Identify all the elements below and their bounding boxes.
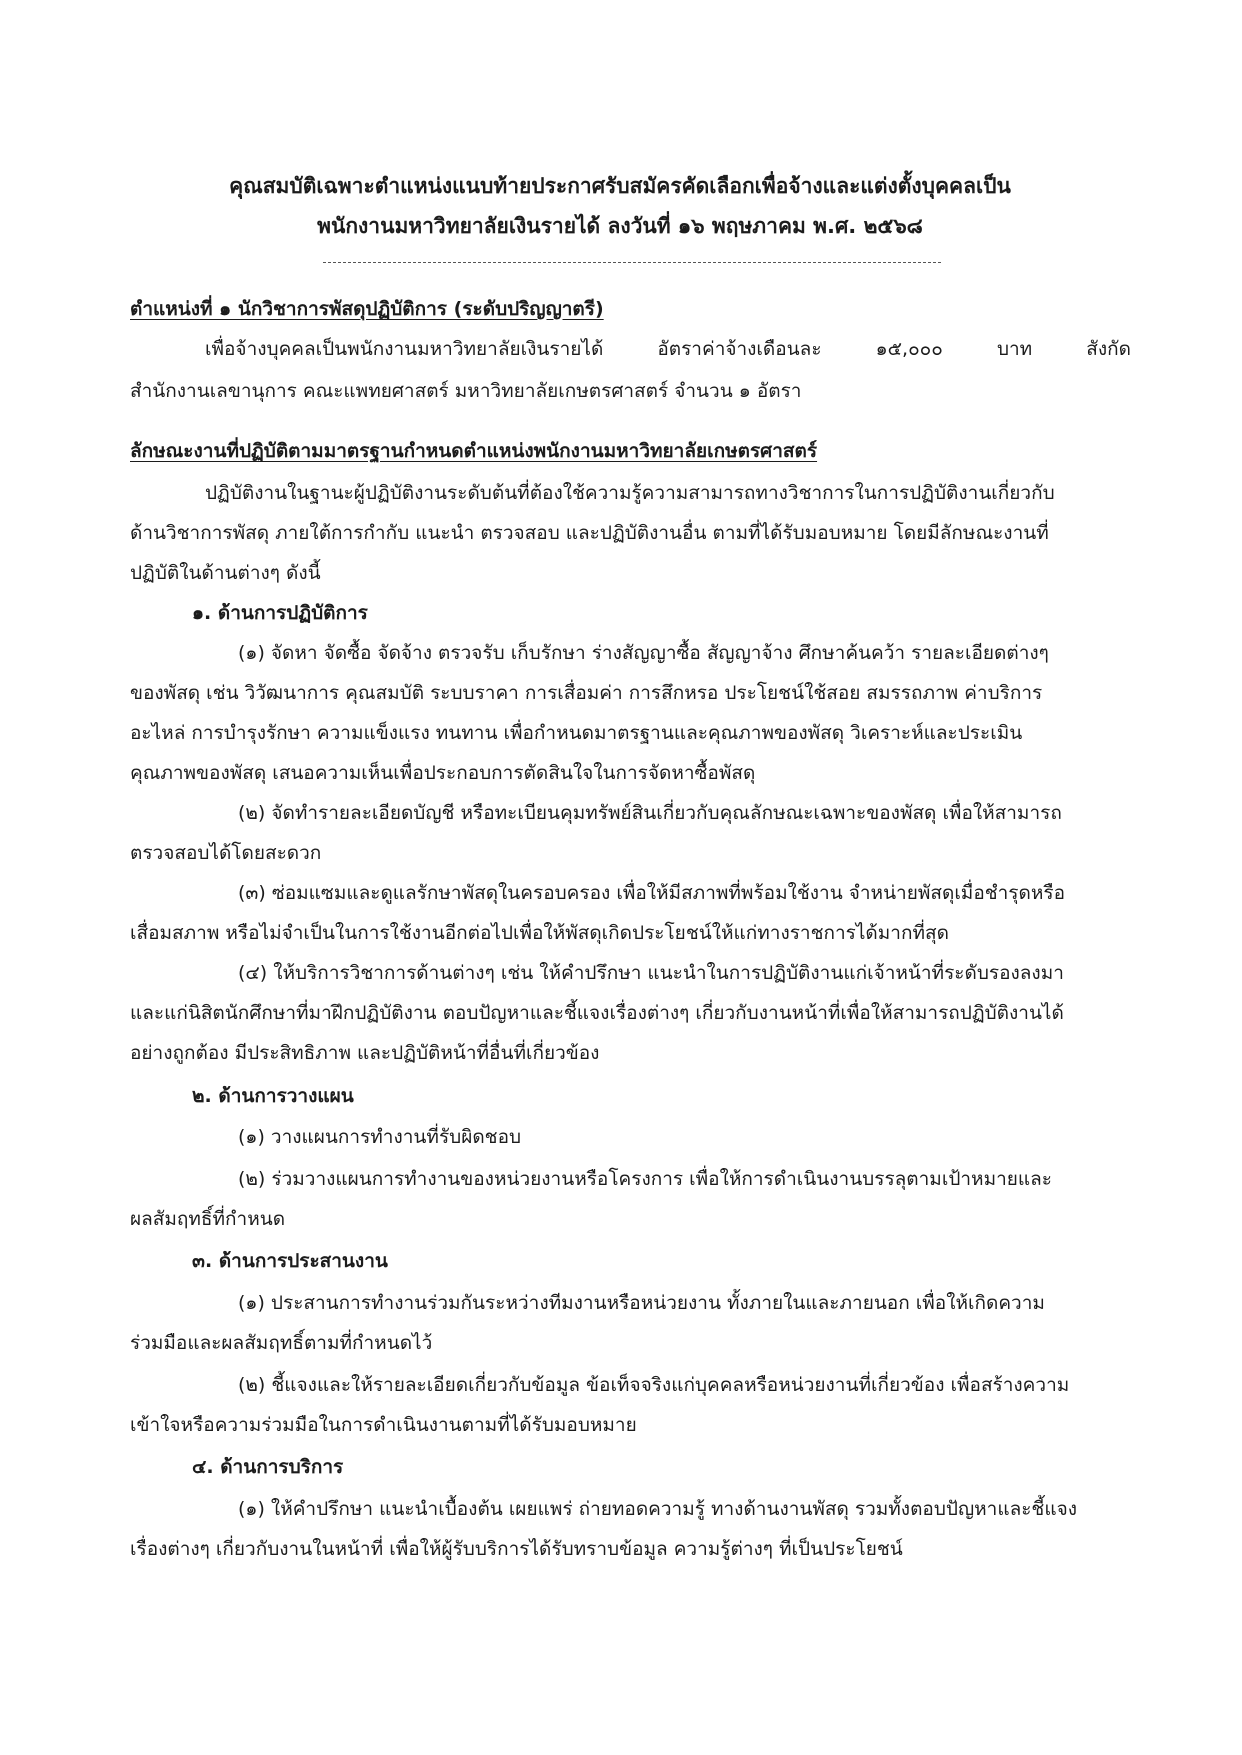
- section-3-item-2-line-2: เข้าใจหรือความร่วมมือในการดำเนินงานตามที่ได้รับมอบหมาย: [130, 1414, 637, 1436]
- position-heading: ตำแหน่งที่ ๑ นักวิชาการพัสดุปฏิบัติการ (ระดับปริญญาตรี): [130, 298, 604, 320]
- position-text-line-1: เพื่อจ้างบุคคลเป็นพนักงานมหาวิทยาลัยเงินรายได้ อัตราค่าจ้างเดือนละ ๑๕,๐๐๐ บาท สังกัด: [205, 338, 1131, 360]
- section-2-item-2-line-2: ผลสัมฤทธิ์ที่กำหนด: [130, 1208, 286, 1230]
- document-title-line-1: คุณสมบัติเฉพาะตำแหน่งแนบท้ายประกาศรับสมัครคัดเลือกเพื่อจ้างและแต่งตั้งบุคคลเป็น: [229, 174, 1011, 198]
- section-3-item-2-line-1: (๒) ชี้แจงและให้รายละเอียดเกี่ยวกับข้อมูล ข้อเท็จจริงแก่บุคคลหรือหน่วยงานที่เกี่ยวข้อง เพื่อสร้างความ: [238, 1374, 1070, 1396]
- section-4-item-1-line-1: (๑) ให้คำปรึกษา แนะนำเบื้องต้น เผยแพร่ ถ่ายทอดความรู้ ทางด้านงานพัสดุ รวมทั้งตอบปัญหาและชี้แจง: [238, 1498, 1077, 1520]
- section-2-title: ๒. ด้านการวางแผน: [192, 1085, 354, 1107]
- position-text-line-2: สำนักงานเลขานุการ คณะแพทยศาสตร์ มหาวิทยาลัยเกษตรศาสตร์ จำนวน ๑ อัตรา: [130, 380, 802, 402]
- section-2-item-2-line-1: (๒) ร่วมวางแผนการทำงานของหน่วยงานหรือโครงการ เพื่อให้การดำเนินงานบรรลุตามเป้าหมายและ: [238, 1168, 1052, 1190]
- document-title-line-2: พนักงานมหาวิทยาลัยเงินรายได้ ลงวันที่ ๑๖ พฤษภาคม พ.ศ. ๒๕๖๘: [317, 214, 923, 238]
- section-1-item-3-line-2: เสื่อมสภาพ หรือไม่จำเป็นในการใช้งานอีกต่อไปเพื่อให้พัสดุเกิดประโยชน์ให้แก่ทางราชการได้มากที่สุด: [130, 922, 949, 944]
- section-3-item-1-line-2: ร่วมมือและผลสัมฤทธิ์ตามที่กำหนดไว้: [130, 1332, 433, 1354]
- title-divider: [323, 262, 941, 263]
- section-1-item-2-line-1: (๒) จัดทำรายละเอียดบัญชี หรือทะเบียนคุมทรัพย์สินเกี่ยวกับคุณลักษณะเฉพาะของพัสดุ เพื่อให้สามารถ: [238, 802, 1062, 824]
- duties-intro-line-3: ปฏิบัติในด้านต่างๆ ดังนี้: [130, 562, 321, 584]
- duties-intro-line-2: ด้านวิชาการพัสดุ ภายใต้การกำกับ แนะนำ ตรวจสอบ และปฏิบัติงานอื่น ตามที่ได้รับมอบหมาย โดยมีลักษณะงานที่: [130, 522, 1049, 544]
- section-4-title: ๔. ด้านการบริการ: [192, 1456, 344, 1478]
- section-1-item-1-line-1: (๑) จัดหา จัดซื้อ จัดจ้าง ตรวจรับ เก็บรักษา ร่างสัญญาซื้อ สัญญาจ้าง ศึกษาค้นคว้า รายละเอียดต่างๆ: [238, 642, 1049, 664]
- duties-heading: ลักษณะงานที่ปฏิบัติตามมาตรฐานกำหนดตำแหน่งพนักงานมหาวิทยาลัยเกษตรศาสตร์: [130, 440, 818, 462]
- section-2-item-1-line-1: (๑) วางแผนการทำงานที่รับผิดชอบ: [238, 1126, 522, 1148]
- section-1-item-1-line-2: ของพัสดุ เช่น วิวัฒนาการ คุณสมบัติ ระบบราคา การเสื่อมค่า การสึกหรอ ประโยชน์ใช้สอย สมรรถภาพ ค่าบริการ: [130, 682, 1043, 704]
- section-3-title: ๓. ด้านการประสานงาน: [192, 1250, 388, 1272]
- duties-intro-line-1: ปฏิบัติงานในฐานะผู้ปฏิบัติงานระดับต้นที่ต้องใช้ความรู้ความสามารถทางวิชาการในการปฏิบัติงานเกี่ยวกับ: [205, 482, 1055, 504]
- section-3-item-1-line-1: (๑) ประสานการทำงานร่วมกันระหว่างทีมงานหรือหน่วยงาน ทั้งภายในและภายนอก เพื่อให้เกิดความ: [238, 1292, 1045, 1314]
- section-1-item-4-line-2: และแก่นิสิตนักศึกษาที่มาฝึกปฏิบัติงาน ตอบปัญหาและชี้แจงเรื่องต่างๆ เกี่ยวกับงานหน้าที่เพื่อให้สามารถปฏิบัติงานได้: [130, 1002, 1064, 1024]
- section-4-item-1-line-2: เรื่องต่างๆ เกี่ยวกับงานในหน้าที่ เพื่อให้ผู้รับบริการได้รับทราบข้อมูล ความรู้ต่างๆ ที่เป็นประโยชน์: [130, 1538, 903, 1560]
- section-1-item-2-line-2: ตรวจสอบได้โดยสะดวก: [130, 842, 322, 864]
- section-1-item-1-line-3: อะไหล่ การบำรุงรักษา ความแข็งแรง ทนทาน เพื่อกำหนดมาตรฐานและคุณภาพของพัสดุ วิเคราะห์และประเมิน: [130, 722, 1023, 744]
- section-1-item-1-line-4: คุณภาพของพัสดุ เสนอความเห็นเพื่อประกอบการตัดสินใจในการจัดหาซื้อพัสดุ: [130, 762, 756, 784]
- section-1-title: ๑. ด้านการปฏิบัติการ: [192, 602, 368, 624]
- section-1-item-4-line-3: อย่างถูกต้อง มีประสิทธิภาพ และปฏิบัติหน้าที่อื่นที่เกี่ยวข้อง: [130, 1042, 600, 1064]
- section-1-item-3-line-1: (๓) ซ่อมแซมและดูแลรักษาพัสดุในครอบครอง เพื่อให้มีสภาพที่พร้อมใช้งาน จำหน่ายพัสดุเมื่อชำรุดหรือ: [238, 882, 1065, 904]
- section-1-item-4-line-1: (๔) ให้บริการวิชาการด้านต่างๆ เช่น ให้คำปรึกษา แนะนำในการปฏิบัติงานแก่เจ้าหน้าที่ระดับรองลงมา: [238, 962, 1064, 984]
